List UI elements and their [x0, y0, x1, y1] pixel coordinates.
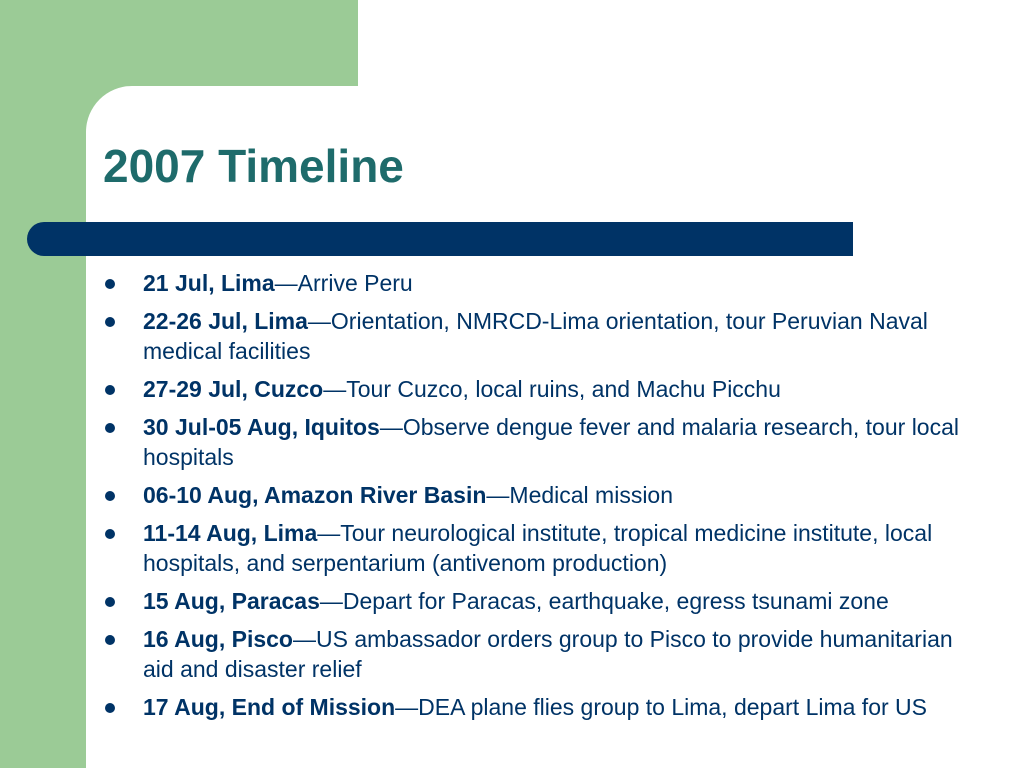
timeline-item-description: —US ambassador orders group to Pisco to provide humanitarian aid and disaster relief — [143, 626, 953, 682]
bullet-icon — [105, 279, 115, 289]
bullet-icon — [105, 703, 115, 713]
timeline-list — [103, 268, 963, 730]
bullet-icon — [105, 597, 115, 607]
timeline-item-description: —Orientation, NMRCD-Lima orientation, tour Peruvian Naval medical facilities — [143, 308, 928, 364]
bullet-icon — [105, 317, 115, 327]
timeline-item — [103, 268, 963, 298]
timeline-item-date-place: 17 Aug, End of Mission — [143, 694, 396, 720]
timeline-item-date-place: 16 Aug, Pisco — [143, 626, 293, 652]
bullet-icon — [105, 491, 115, 501]
bullet-icon — [105, 423, 115, 433]
timeline-item-description: —Medical mission — [486, 482, 674, 508]
timeline-item-description: —Tour neurological institute, tropical medicine institute, local hospitals, and serpentarium (antivenom production) — [143, 520, 933, 576]
timeline-item-description: —Depart for Paracas, earthquake, egress tsunami zone — [319, 588, 889, 614]
timeline-item-date-place: 15 Aug, Paracas — [143, 588, 320, 614]
timeline-item — [103, 586, 963, 616]
bullet-icon — [105, 529, 115, 539]
timeline-item-date-place: 21 Jul, Lima — [143, 270, 275, 296]
timeline-item-date-place: 11-14 Aug, Lima — [143, 520, 318, 546]
bullet-icon — [105, 385, 115, 395]
timeline-item — [103, 306, 963, 366]
timeline-item-date-place: 27-29 Jul, Cuzco — [143, 376, 324, 402]
bullet-icon — [105, 635, 115, 645]
timeline-item-description: —Tour Cuzco, local ruins, and Machu Picchu — [323, 376, 781, 402]
timeline-item-description: —DEA plane flies group to Lima, depart Lima for US — [395, 694, 927, 720]
timeline-item — [103, 374, 963, 404]
timeline-item — [103, 518, 963, 578]
timeline-item-description: —Observe dengue fever and malaria research, tour local hospitals — [143, 414, 959, 470]
timeline-item — [103, 412, 963, 472]
timeline-item-date-place: 30 Jul-05 Aug, Iquitos — [143, 414, 380, 440]
timeline-item — [103, 692, 963, 722]
title-accent-bar — [27, 222, 853, 256]
timeline-item — [103, 624, 963, 684]
timeline-item — [103, 480, 963, 510]
timeline-item-date-place: 06-10 Aug, Amazon River Basin — [143, 482, 487, 508]
timeline-item-date-place: 22-26 Jul, Lima — [143, 308, 308, 334]
slide-title: 2007 Timeline — [103, 140, 404, 192]
timeline-item-description: —Arrive Peru — [274, 270, 413, 296]
